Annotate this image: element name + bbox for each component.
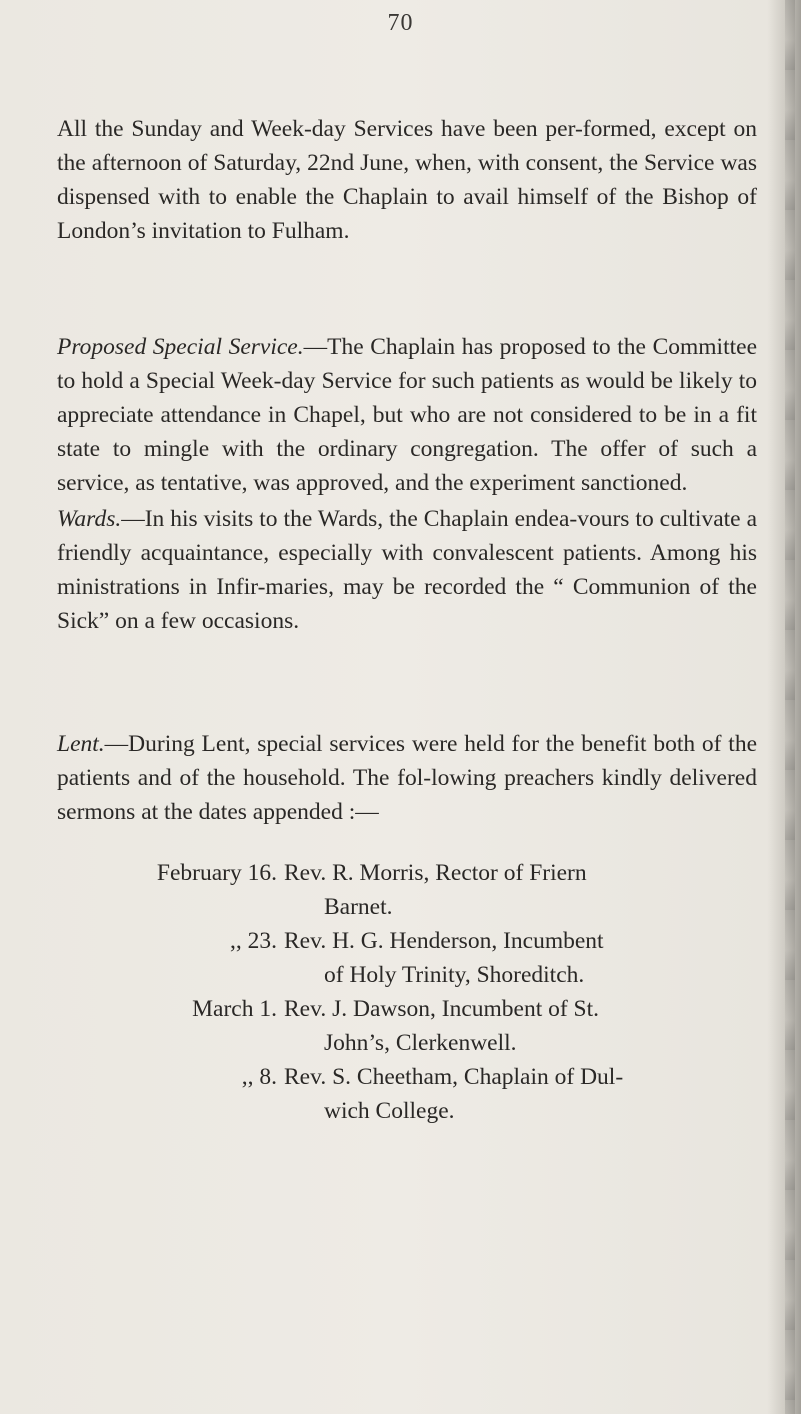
sermon-preacher bbox=[284, 992, 724, 1060]
preacher-line: Rev. H. G. Henderson, Incumbent bbox=[284, 928, 604, 954]
page-edge-shadow bbox=[767, 0, 801, 1414]
paragraph-services bbox=[57, 112, 757, 248]
paragraph-heading: Wards. bbox=[57, 506, 122, 532]
sermon-preacher bbox=[284, 856, 724, 924]
sermon-date: ,, 8. bbox=[241, 1064, 277, 1090]
paragraph-services-body: All the Sunday and Week-day Services have been per-formed, except on the afternoon of Saturday, 22nd June, when, with consent, the Service was dispensed with to enable the Chaplain to avail himself of the Bishop of London’s invitation to Fulham. bbox=[57, 116, 757, 244]
page-number: 70 bbox=[387, 10, 414, 36]
paragraph-body: —The Chaplain has proposed to the Committee to hold a Special Week-day Service for such patients as would be likely to appreciate attendance in Chapel, but who are not considered to be in a fit state to mingle with the ordinary congregation. The offer of such a service, as tentative, was approved, and the experiment sanctioned. bbox=[57, 334, 757, 496]
sermon-entry bbox=[0, 992, 801, 1060]
preacher-line-continued: John’s, Clerkenwell. bbox=[324, 1030, 517, 1056]
sermon-date: ,, 23. bbox=[230, 928, 277, 954]
preacher-line-continued: wich College. bbox=[324, 1098, 455, 1124]
sermon-entry bbox=[0, 1060, 801, 1128]
paragraph-lent bbox=[57, 727, 757, 829]
sermon-date: March 1. bbox=[192, 996, 277, 1022]
sermon-entry bbox=[0, 924, 801, 992]
preacher-line: Rev. J. Dawson, Incumbent of St. bbox=[284, 996, 600, 1022]
preacher-line-continued: Barnet. bbox=[324, 894, 393, 920]
sermon-preacher bbox=[284, 924, 724, 992]
paragraph-heading: Proposed Special Service. bbox=[57, 334, 304, 360]
paragraph-proposed-special-service bbox=[57, 330, 757, 500]
sermon-list bbox=[0, 856, 801, 1128]
preacher-line: Rev. S. Cheetham, Chaplain of Dul- bbox=[284, 1064, 624, 1090]
paragraph-heading: Lent. bbox=[57, 731, 105, 757]
page-edge-marks bbox=[785, 0, 795, 1414]
paragraph-body: —In his visits to the Wards, the Chaplain endea-vours to cultivate a friendly acquaintance, especially with convalescent patients. Among his ministrations in Infir-maries, may be recorded the “ Communion of the Sick” on a few occasions. bbox=[57, 506, 757, 634]
sermon-preacher bbox=[284, 1060, 724, 1128]
sermon-entry bbox=[0, 856, 801, 924]
paragraph-wards bbox=[57, 502, 757, 638]
preacher-line: Rev. R. Morris, Rector of Friern bbox=[284, 860, 587, 886]
paragraph-body: —During Lent, special services were held for the benefit both of the patients and of the household. The fol-lowing preachers kindly delivered sermons at the dates appended :— bbox=[57, 731, 757, 825]
sermon-date: February 16. bbox=[156, 860, 277, 886]
preacher-line-continued: of Holy Trinity, Shoreditch. bbox=[324, 962, 585, 988]
